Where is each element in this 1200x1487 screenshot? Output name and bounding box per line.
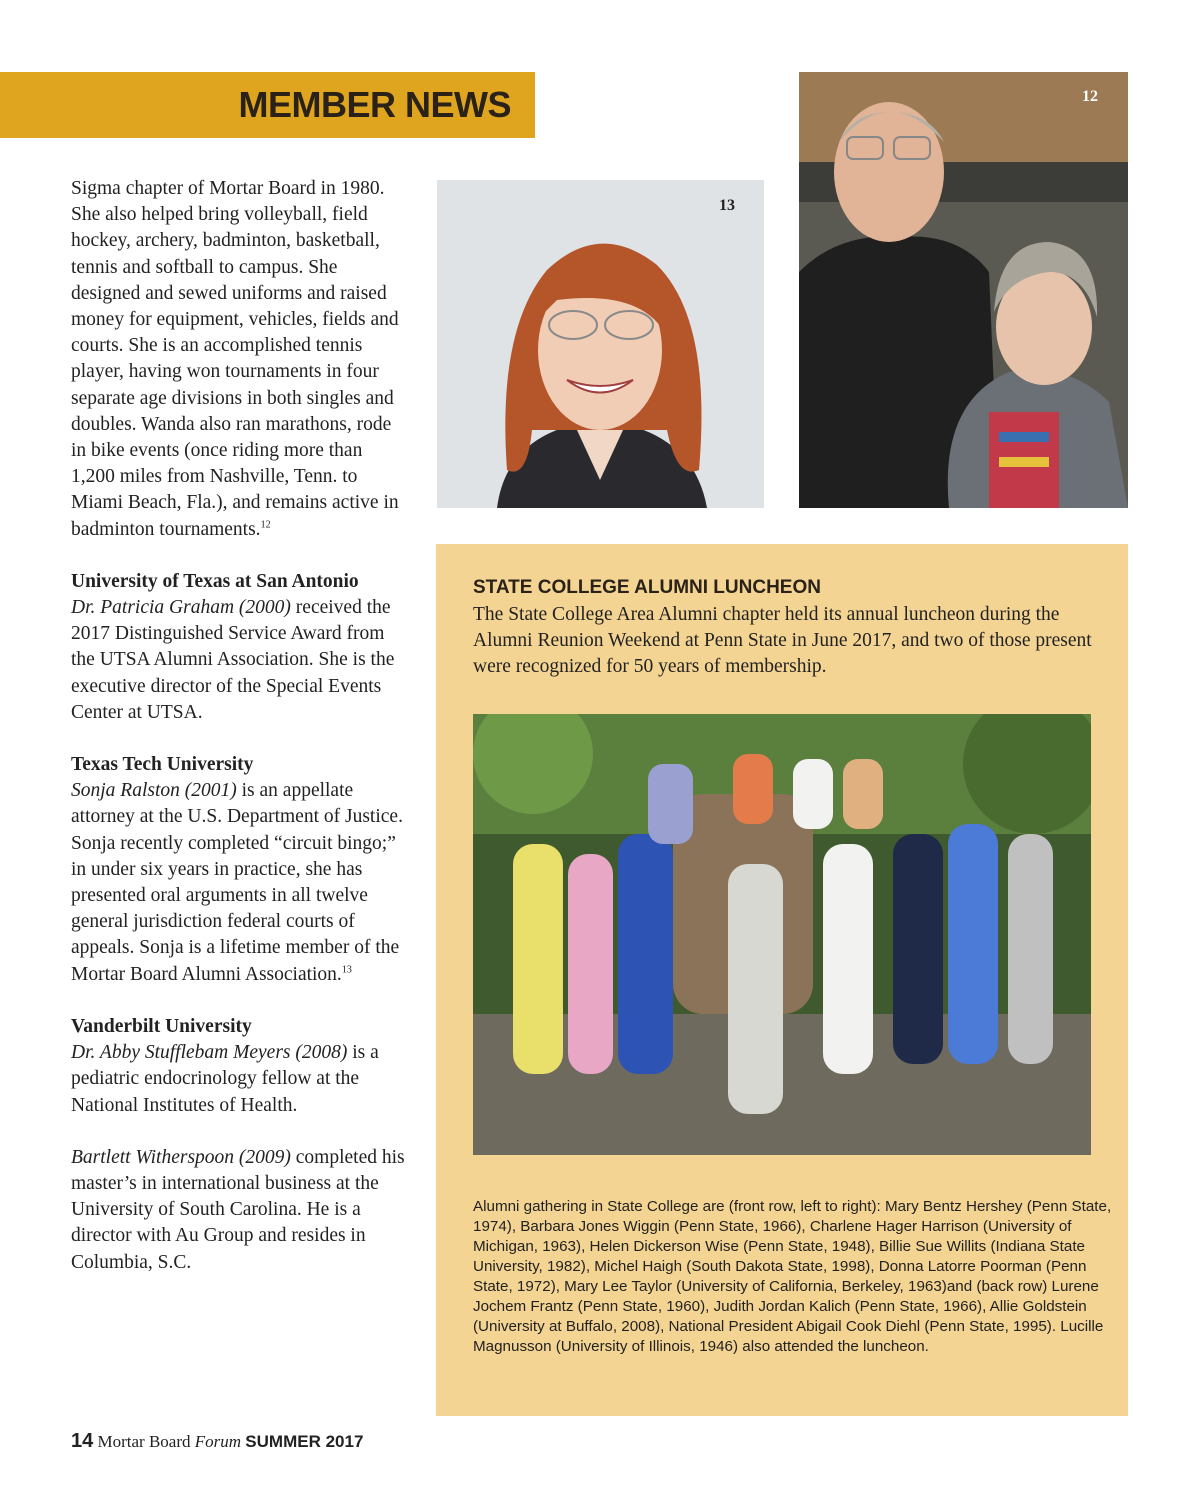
utsa-person: Dr. Patricia Graham (2000) [71,597,291,619]
couple-photo-12 [799,72,1128,508]
group-photo-image [473,714,1091,1155]
publication-name: Mortar Board [97,1432,191,1451]
vanderbilt-text-1: is a pediatric endocrinology fellow at the National Institutes of Health. [71,1042,379,1116]
intro-paragraph [71,176,411,543]
page-number: 14 [71,1430,94,1452]
utsa-heading: University of Texas at San Antonio [71,570,359,592]
group-photo-caption: Alumni gathering in State College are (front row, left to right): Mary Bentz Hershey (Penn State, 1974), Barbara Jones Wiggin (Penn State, 1966), Charlene Hager Harrison (University of Michigan, 1963), Helen Dickerson Wise (Penn State, 1948), Billie Sue Willits (Indiana State University, 1982), Michel Haigh (South Dakota State, 1998), Donna Latorre Poorman (Penn State, 1972), Mary Lee Taylor (University of California, Berkeley, 1963)and (back row) Lurene Jochem Frantz (Penn State, 1960), Judith Jordan Kalich (Penn State, 1966), Allie Goldstein (University at Buffalo, 2008), National President Abigail Cook Diehl (Penn State, 1995). Lucille Magnusson (University of Illinois, 1946) also attended the luncheon. [473,1198,1112,1355]
group-photo [473,714,1091,1155]
intro-footnote-ref: 12 [260,519,271,531]
vanderbilt-person-2: Bartlett Witherspoon (2009) [71,1146,291,1168]
vanderbilt-heading: Vanderbilt University [71,1015,252,1037]
ttu-text: is an appellate attorney at the U.S. Department of Justice. Sonja recently completed “circuit bingo;” in under six years in practice, she has presented oral arguments in all twelve general jurisdiction federal courts of appeals. Sonja is a lifetime member of the Mortar Board Alumni Association. [71,780,403,985]
left-column [71,176,411,1302]
utsa-text: received the 2017 Distinguished Service Award from the UTSA Alumni Association. She is the executive director of the Special Events Center at UTSA. [71,597,395,723]
vanderbilt-item-2 [71,1145,411,1276]
luncheon-body: The State College Area Alumni chapter held its annual luncheon during the Alumni Reunion Weekend at Penn State in June 2017, and two of those present were recognized for 50 years of membership. [473,604,1092,677]
intro-text: Sigma chapter of Mortar Board in 1980. She also helped bring volleyball, field hockey, archery, badminton, basketball, tennis and softball to campus. She designed and sewed uniforms and raised money for equipment, vehicles, fields and courts. She is an accomplished tennis player, having won tournaments in four separate age divisions in both singles and doubles. Wanda also ran marathons, rode in bike events (once riding more than 1,200 miles from Nashville, Tenn. to Miami Beach, Fla.), and remains active in badminton tournaments. [71,178,399,540]
ttu-person: Sonja Ralston (2001) [71,780,237,802]
luncheon-sidebar [436,544,1128,1416]
photo-13-label: 13 [719,197,735,214]
section-banner [0,72,535,138]
vanderbilt-person-1: Dr. Abby Stufflebam Meyers (2008) [71,1042,348,1064]
photo-12-label: 12 [1082,88,1098,105]
issue-label: SUMMER 2017 [245,1432,364,1451]
couple-12-image [799,72,1128,508]
vanderbilt-item [71,1014,411,1119]
luncheon-title: STATE COLLEGE ALUMNI LUNCHEON [473,577,821,598]
portrait-13-image [437,180,764,508]
ttu-heading: Texas Tech University [71,754,254,776]
page-footer [71,1430,363,1453]
ttu-item [71,752,411,988]
portrait-photo-13 [437,180,764,508]
publication-forum: Forum [194,1432,242,1451]
section-title: MEMBER NEWS [238,84,511,125]
vanderbilt-text-2: completed his master’s in international business at the University of South Carolina. He is a director with Au Group and resides in Columbia, S.C. [71,1146,405,1273]
ttu-footnote-ref: 13 [341,964,352,976]
utsa-item [71,569,411,726]
